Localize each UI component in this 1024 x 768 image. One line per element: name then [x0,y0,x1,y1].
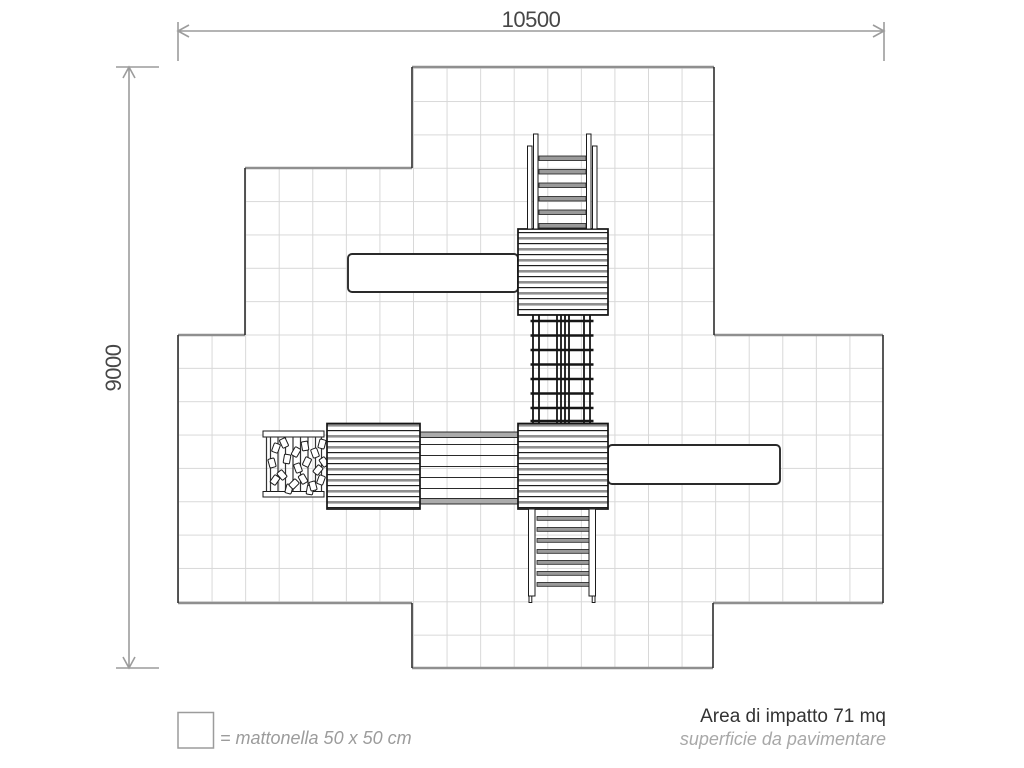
platform-upper [518,229,608,315]
slide-right [608,445,780,484]
dimension-top-label: 10500 [501,7,561,32]
legend-label: = mattonella 50 x 50 cm [220,728,412,748]
legend-tile-swatch [178,713,214,749]
dimension-left [101,67,159,668]
platform-lower [518,424,608,510]
surface-label: superficie da pavimentare [679,729,886,749]
legend [178,713,412,749]
slide-upper-left [348,254,518,292]
dimension-top [178,7,884,61]
notes [680,706,886,749]
impact-area-label: Area di impatto 71 mq [700,706,886,727]
dimension-left-label: 9000 [101,344,126,392]
platform-left [327,424,420,510]
